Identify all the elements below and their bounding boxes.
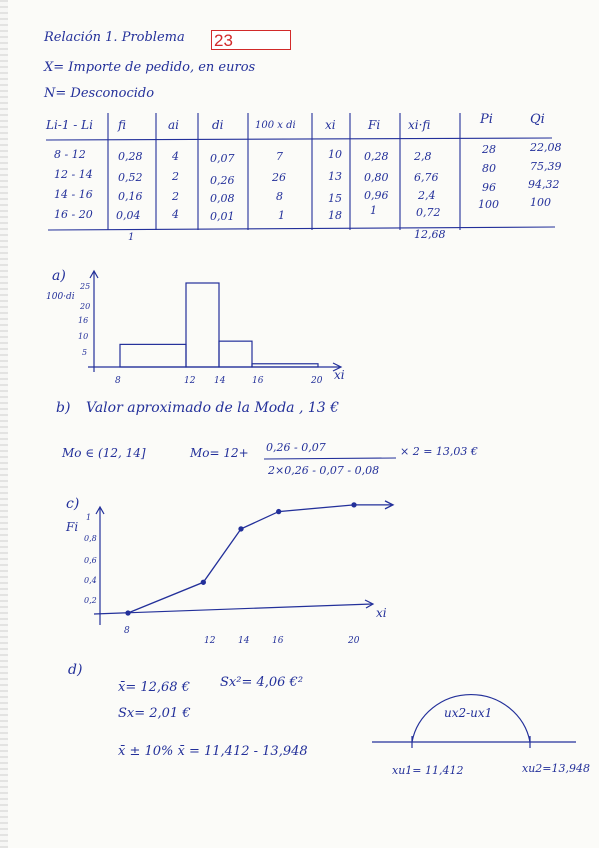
histogram-xtick: 16 — [252, 376, 264, 386]
table-cell: 2,8 — [414, 150, 432, 163]
table-cell: 0,80 — [364, 171, 389, 184]
mode-result: × 2 = 13,03 € — [400, 445, 478, 458]
ogive-xtick: 20 — [348, 636, 360, 646]
table-cell: 26 — [272, 171, 286, 184]
sum-fi: 1 — [128, 232, 135, 243]
ogive-xtick: 14 — [238, 636, 250, 646]
table-cell: 0,28 — [118, 150, 143, 163]
xu2-label: xu2=13,948 — [522, 762, 590, 775]
mode-numerator: 0,26 - 0,07 — [266, 441, 326, 454]
mode-denominator: 2×0,26 - 0,07 - 0,08 — [268, 464, 380, 477]
variance-value: Sx²= 4,06 €² — [220, 675, 304, 690]
section-a-label: a) — [52, 268, 66, 284]
col-header-interval: Li-1 - Li — [46, 118, 93, 132]
table-cell: 0,72 — [416, 206, 441, 219]
table-cell: 14 - 16 — [54, 188, 93, 201]
col-header-fi: fi — [118, 118, 127, 132]
ogive-ytick: 0,4 — [84, 576, 97, 585]
section-c-label: c) — [66, 496, 80, 512]
col-header-xifi: xi·fi — [408, 118, 431, 132]
ogive-ytick: 0,2 — [84, 596, 97, 605]
ogive-xlabel: xi — [376, 606, 387, 620]
variable-x-definition: X= Importe de pedido, en euros — [44, 60, 256, 75]
table-cell: 4 — [172, 208, 179, 221]
ogive-ytick: 0,6 — [84, 556, 97, 565]
ogive-xtick: 8 — [124, 626, 130, 636]
mean-value: x̄= 12,68 € — [118, 680, 190, 695]
mode-interval: Mo ∈ (12, 14] — [62, 446, 146, 460]
arc-label: ux2-ux1 — [444, 706, 493, 720]
col-header-ai: ai — [168, 118, 179, 132]
ogive-ytick: 1 — [86, 513, 92, 522]
table-cell: 0,52 — [118, 171, 143, 184]
ogive-ylabel: Fi — [66, 520, 79, 534]
histogram-xtick: 20 — [311, 376, 323, 386]
relacion-title: Relación 1. Problema — [44, 30, 185, 45]
variable-n-definition: N= Desconocido — [44, 86, 155, 101]
histogram-xtick: 8 — [115, 376, 121, 386]
table-cell: 0,96 — [364, 189, 389, 202]
histogram-xtick: 14 — [214, 376, 226, 386]
table-cell: 94,32 — [528, 178, 560, 191]
table-cell: 8 — [276, 190, 283, 203]
table-cell: 100 — [530, 196, 551, 209]
table-cell: 16 - 20 — [54, 208, 93, 221]
histogram-xlabel: xi — [334, 368, 345, 382]
interval-value: x̄ ± 10% x̄ = 11,412 - 13,948 — [118, 744, 308, 759]
table-cell: 6,76 — [414, 171, 439, 184]
table-cell: 7 — [276, 150, 283, 163]
table-cell: 80 — [482, 162, 496, 175]
table-cell: 0,26 — [210, 174, 235, 187]
section-d-label: d) — [68, 662, 83, 678]
table-cell: 0,04 — [116, 209, 141, 222]
table-cell: 0,08 — [210, 192, 235, 205]
ogive-xtick: 12 — [204, 636, 216, 646]
table-cell: 22,08 — [530, 141, 562, 154]
table-cell: 8 - 12 — [54, 148, 86, 161]
histogram-ytick: 5 — [82, 348, 88, 357]
sum-xifi: 12,68 — [414, 228, 446, 241]
table-cell: 28 — [482, 143, 496, 156]
table-cell: 96 — [482, 181, 496, 194]
table-cell: 2,4 — [418, 189, 436, 202]
mode-title: Valor aproximado de la Moda , 13 € — [86, 400, 340, 416]
col-header-Pi: Pi — [480, 112, 493, 127]
col-header-Qi: Qi — [530, 112, 545, 127]
table-cell: 0,16 — [118, 190, 143, 203]
table-cell: 2 — [172, 190, 179, 203]
table-cell: 13 — [328, 170, 342, 183]
histogram-ytick: 16 — [78, 316, 89, 325]
table-cell: 75,39 — [530, 160, 562, 173]
table-cell: 10 — [328, 148, 342, 161]
ogive-ytick: 0,8 — [84, 534, 97, 543]
section-b-label: b) — [56, 400, 71, 416]
col-header-di: di — [212, 118, 224, 132]
table-cell: 18 — [328, 209, 342, 222]
table-cell: 0,28 — [364, 150, 389, 163]
std-dev-value: Sx= 2,01 € — [118, 706, 191, 721]
table-cell: 0,01 — [210, 210, 235, 223]
problem-number-box: 23 — [211, 30, 291, 50]
table-cell: 2 — [172, 170, 179, 183]
histogram-xtick: 12 — [184, 376, 196, 386]
table-cell: 12 - 14 — [54, 168, 93, 181]
table-cell: 100 — [478, 198, 499, 211]
table-cell: 1 — [278, 209, 285, 222]
table-cell: 0,07 — [210, 152, 235, 165]
histogram-ytick: 20 — [80, 302, 91, 311]
histogram-ytick: 10 — [78, 332, 89, 341]
ogive-xtick: 16 — [272, 636, 284, 646]
histogram-ytick: 25 — [80, 282, 91, 291]
mode-formula-left: Mo= 12+ — [190, 446, 249, 460]
col-header-xi: xi — [325, 118, 336, 132]
col-header-Fi: Fi — [368, 118, 381, 132]
xu1-label: xu1= 11,412 — [392, 764, 464, 777]
table-cell: 1 — [370, 204, 377, 217]
table-cell: 15 — [328, 192, 342, 205]
col-header-100di: 100 x di — [255, 120, 296, 131]
table-cell: 4 — [172, 150, 179, 163]
histogram-ylabel: 100·di — [46, 292, 75, 302]
